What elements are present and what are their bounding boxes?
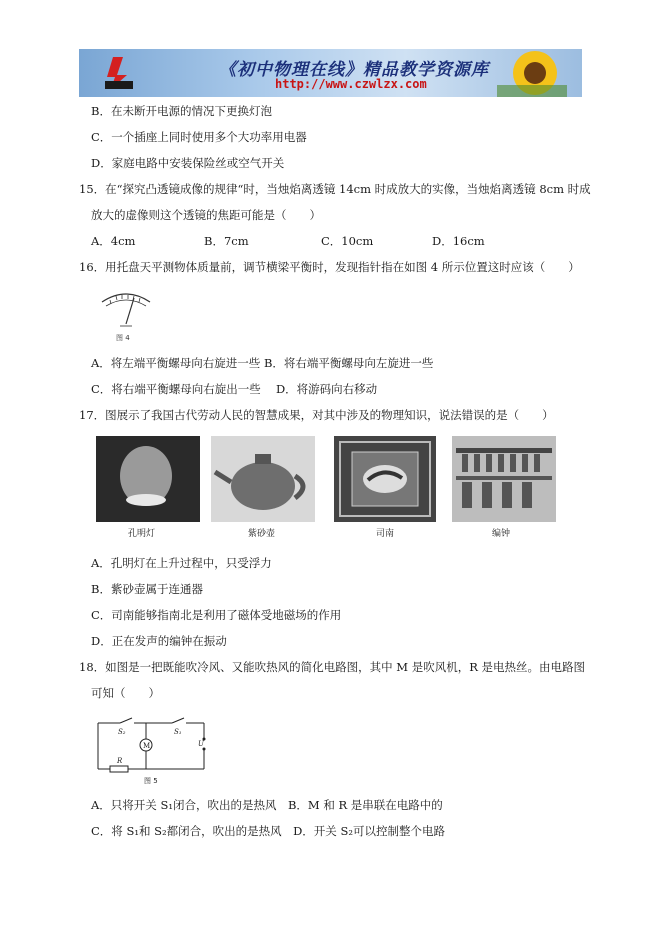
caption-sinan: 司南 bbox=[376, 529, 395, 539]
balance-pointer-figure bbox=[96, 288, 156, 344]
fig5-label-s2: S₂ bbox=[118, 728, 126, 736]
fig5-label-m: M bbox=[143, 742, 151, 750]
header-banner bbox=[79, 49, 582, 97]
q15-option-c: C．10cm bbox=[321, 234, 374, 248]
fig5-label-s1: S₁ bbox=[174, 728, 182, 736]
q18-stem-line1: 18．如图是一把既能吹冷风、又能吹热风的简化电路图，其中 M 是吹风机，R 是电热丝。由电路图 bbox=[79, 660, 586, 674]
q16-options-cd: C．将右端平衡螺母向右旋出一些 D．将游码向右移动 bbox=[91, 382, 378, 396]
q18-options-ab: A．只将开关 S₁闭合，吹出的是热风 B．M 和 R 是串联在电路中的 bbox=[91, 798, 443, 812]
caption-bianzhong: 编钟 bbox=[492, 529, 511, 539]
caption-kongming-lantern: 孔明灯 bbox=[128, 529, 156, 539]
circuit-diagram-figure bbox=[94, 715, 214, 785]
caption-teapot: 紫砂壶 bbox=[248, 529, 276, 539]
q15-option-b: B．7cm bbox=[204, 234, 249, 248]
q17-option-c: C．司南能够指南北是利用了磁体受地磁场的作用 bbox=[91, 608, 342, 622]
sinan-compass-photo bbox=[334, 436, 436, 522]
q15-stem-line2: 放大的虚像则这个透镜的焦距可能是（ ） bbox=[91, 208, 321, 222]
q16-options-ab: A．将左端平衡螺母向右旋进一些 B．将右端平衡螺母向左旋进一些 bbox=[91, 356, 434, 370]
q15-stem-line1: 15．在“探究凸透镜成像的规律“时，当烛焰离透镜 14cm 时成放大的实像，当烛焰离透镜 8cm 时成 bbox=[79, 182, 591, 196]
q18-stem-line2: 可知（ ） bbox=[91, 686, 160, 700]
q17-stem: 17．图展示了我国古代劳动人民的智慧成果，对其中涉及的物理知识，说法错误的是（ ） bbox=[79, 408, 554, 422]
banner-url: http://www.czwlzx.com bbox=[275, 77, 427, 91]
sunflower-icon bbox=[497, 49, 567, 97]
q16-stem: 16．用托盘天平测物体质量前，调节横梁平衡时，发现指针指在如图 4 所示位置这时应该（ ） bbox=[79, 260, 580, 274]
q17-option-b: B．紫砂壶属于连通器 bbox=[91, 582, 203, 596]
q14-option-d: D．家庭电路中安装保险丝或空气开关 bbox=[91, 156, 285, 170]
kongming-lantern-photo bbox=[96, 436, 200, 522]
fig5-label-u: U bbox=[198, 740, 204, 748]
banner-title: 《初中物理在线》精品教学资源库 bbox=[219, 60, 489, 80]
q17-option-d: D．正在发声的编钟在振动 bbox=[91, 634, 227, 648]
q14-option-c: C．一个插座上同时使用多个大功率用电器 bbox=[91, 130, 307, 144]
fig5-label-r: R bbox=[117, 757, 123, 765]
teapot-photo bbox=[211, 436, 315, 522]
q15-option-d: D．16cm bbox=[432, 234, 485, 248]
q15-option-a: A．4cm bbox=[91, 234, 136, 248]
q17-photo-row bbox=[96, 436, 556, 538]
bianzhong-bells-photo bbox=[452, 436, 556, 522]
site-logo-icon bbox=[103, 55, 137, 91]
fig4-label: 图 4 bbox=[116, 334, 130, 342]
fig5-label: 图 5 bbox=[144, 777, 158, 785]
q18-options-cd: C．将 S₁和 S₂都闭合，吹出的是热风 D．开关 S₂可以控制整个电路 bbox=[91, 824, 445, 838]
q17-option-a: A．孔明灯在上升过程中，只受浮力 bbox=[91, 556, 272, 570]
q14-option-b: B．在未断开电源的情况下更换灯泡 bbox=[91, 104, 272, 118]
